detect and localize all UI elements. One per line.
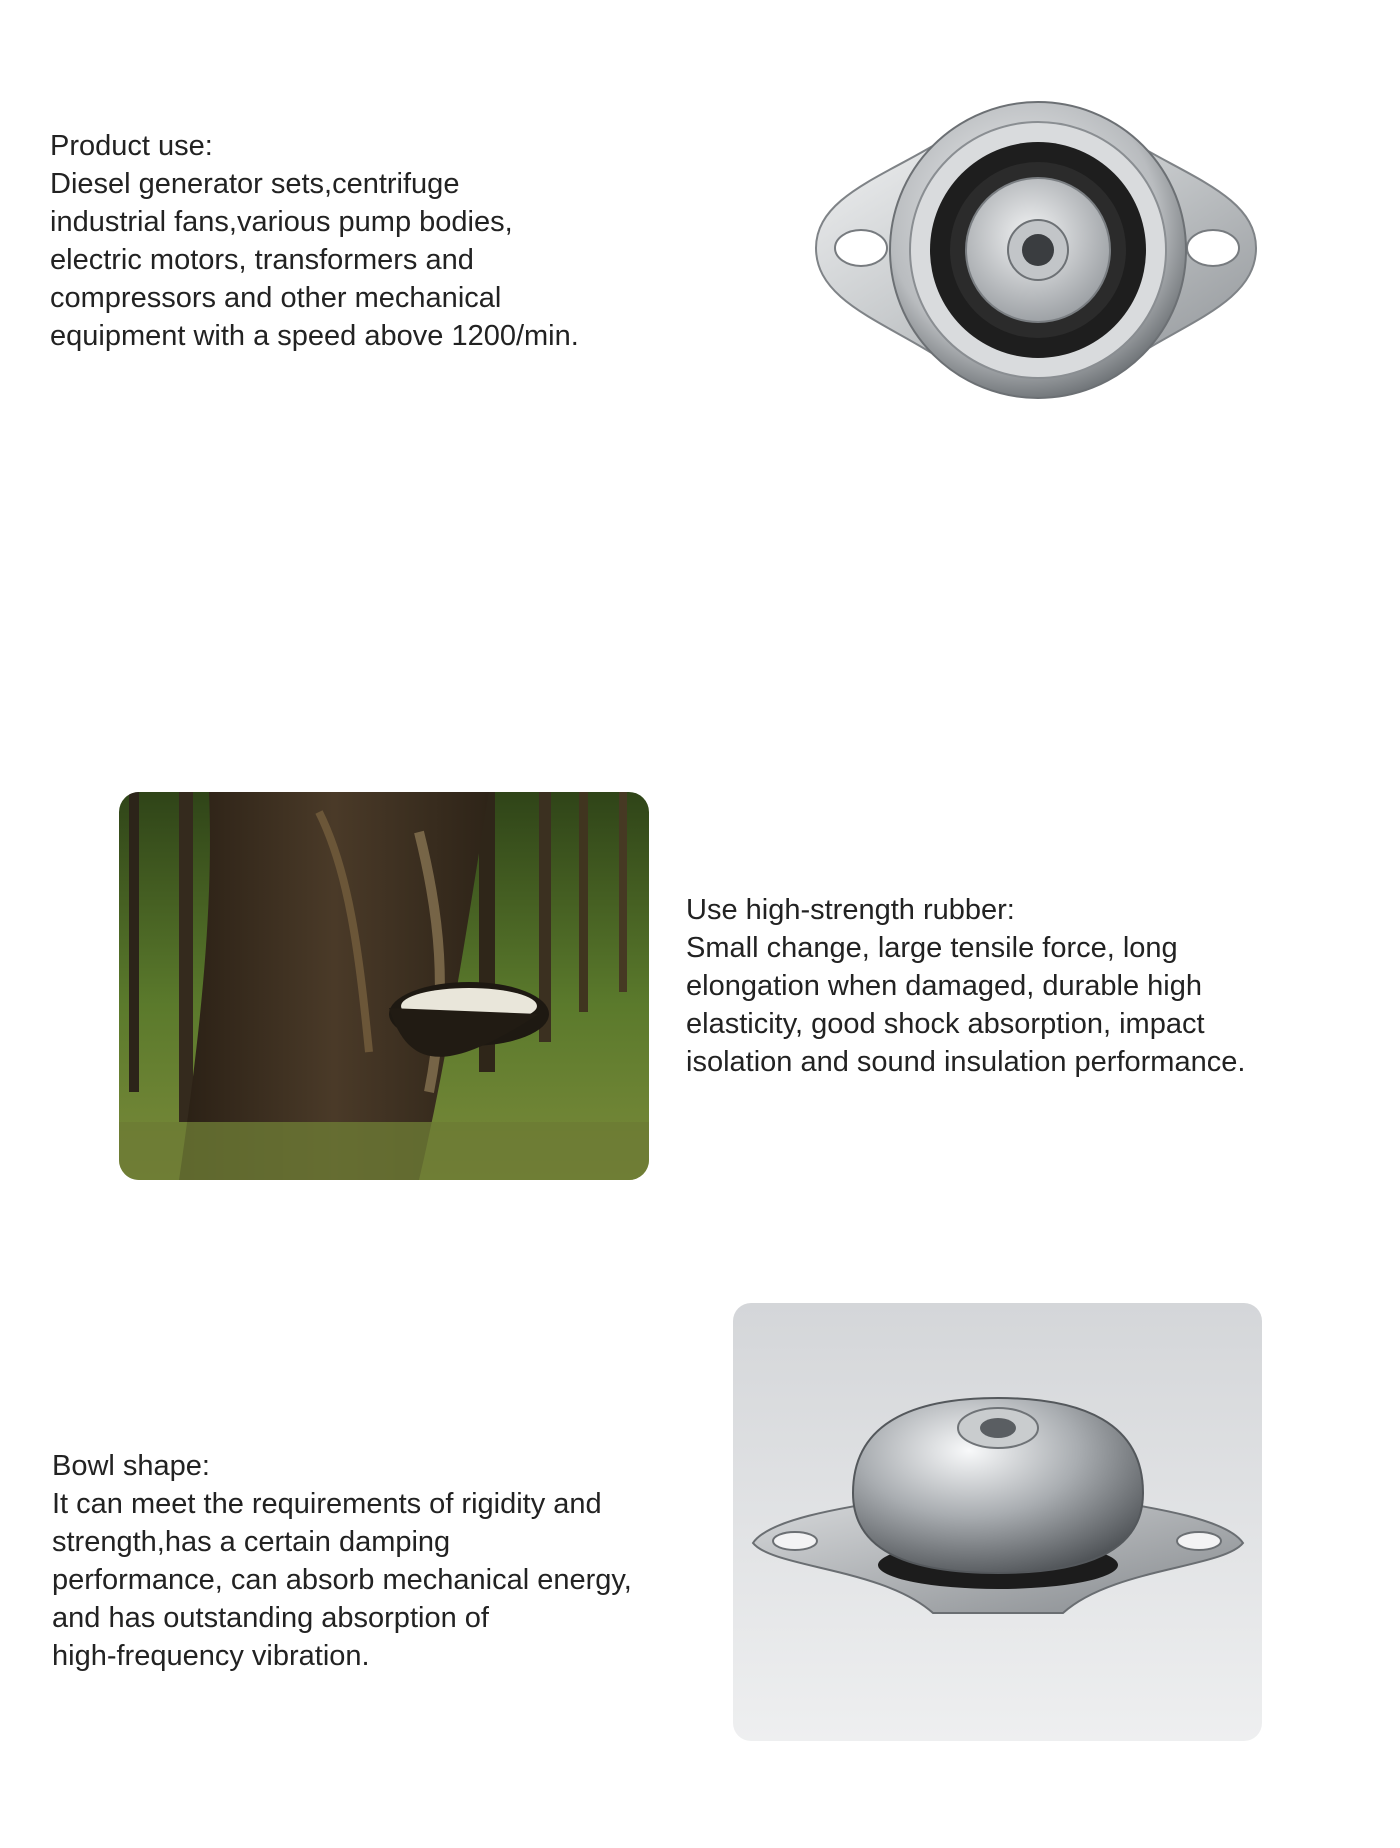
- bowl-mount-photo: [733, 1303, 1262, 1741]
- rubber-heading: Use high-strength rubber:: [686, 894, 1015, 926]
- bowl-line: It can meet the requirements of rigidity and: [52, 1488, 602, 1520]
- mount-top-view-image: [776, 76, 1296, 432]
- rubber-section: [686, 891, 1366, 1081]
- bowl-heading: Bowl shape:: [52, 1450, 210, 1482]
- product-use-heading: Product use:: [50, 130, 213, 162]
- bowl-line: performance, can absorb mechanical energy,: [52, 1564, 632, 1596]
- product-use-section: [50, 127, 690, 355]
- product-use-line: compressors and other mechanical: [50, 282, 502, 314]
- rubber-tree-photo: [119, 792, 649, 1180]
- product-use-line: industrial fans,various pump bodies,: [50, 206, 513, 238]
- bowl-line: strength,has a certain damping: [52, 1526, 451, 1558]
- bowl-shape-section: [52, 1447, 742, 1675]
- rubber-line: elongation when damaged, durable high: [686, 970, 1202, 1002]
- product-use-line: equipment with a speed above 1200/min.: [50, 320, 579, 352]
- rubber-line: isolation and sound insulation performance.: [686, 1046, 1246, 1078]
- bowl-line: high-frequency vibration.: [52, 1640, 370, 1672]
- product-use-line: Diesel generator sets,centrifuge: [50, 168, 460, 200]
- bowl-line: and has outstanding absorption of: [52, 1602, 489, 1634]
- rubber-line: Small change, large tensile force, long: [686, 932, 1178, 964]
- rubber-line: elasticity, good shock absorption, impact: [686, 1008, 1205, 1040]
- product-use-line: electric motors, transformers and: [50, 244, 474, 276]
